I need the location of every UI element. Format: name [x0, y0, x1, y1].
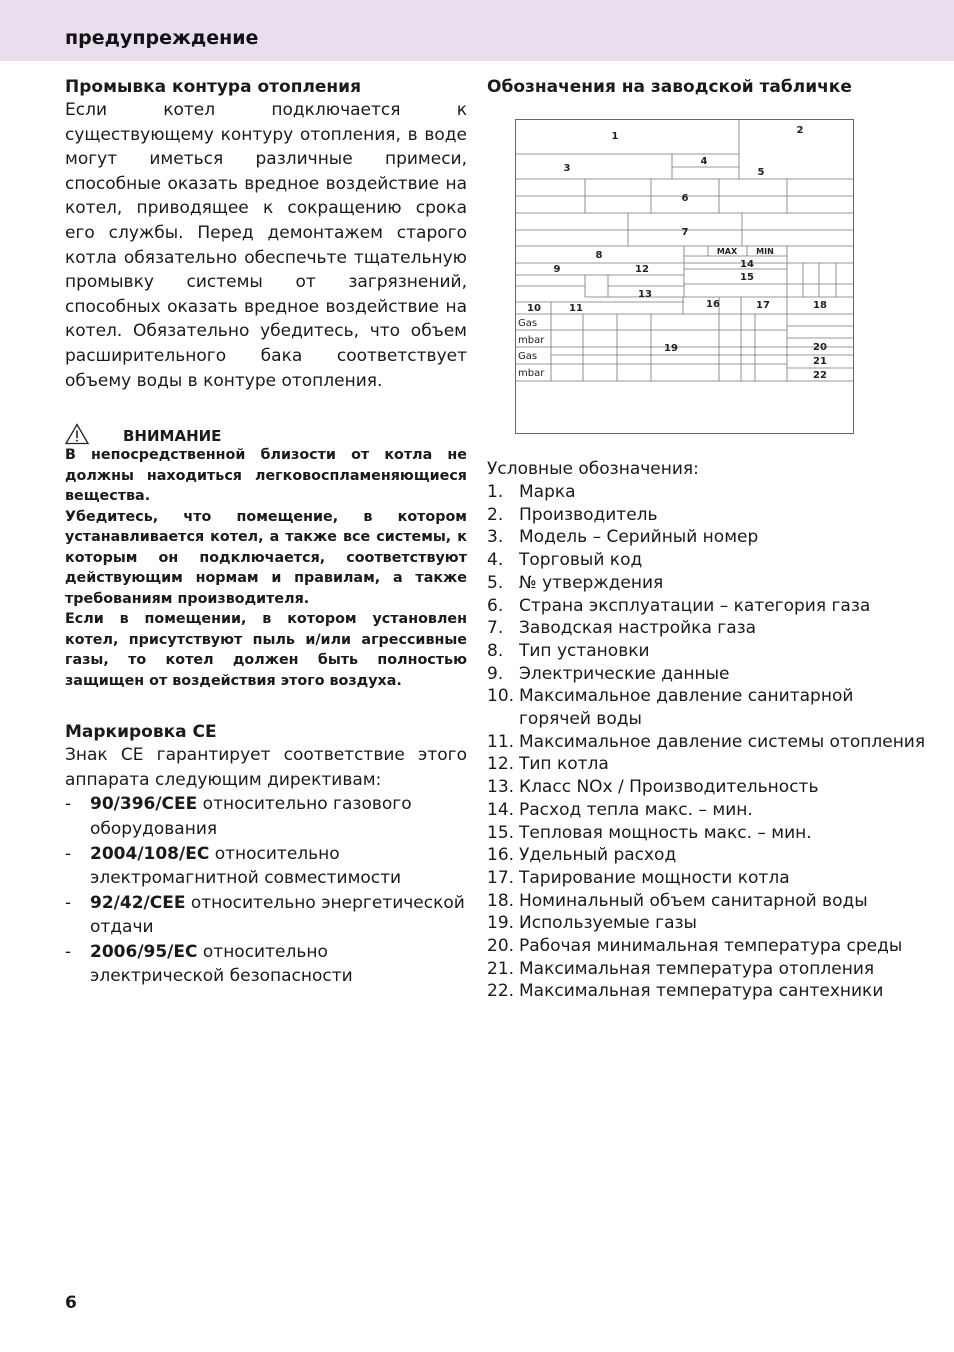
flush-section-title: Промывка контура отопления	[65, 77, 361, 97]
page-number: 6	[65, 1293, 77, 1313]
plate-label-13: 13	[638, 289, 652, 300]
plate-label-8: 8	[595, 250, 603, 261]
warning-triangle-icon	[65, 423, 89, 445]
legend-item: 20. Рабочая минимальная температура среды	[487, 936, 903, 957]
plate-label-4: 4	[700, 156, 708, 167]
legend-item: 10. Максимальное давление санитарной горячей воды	[487, 686, 854, 730]
legend-item: 6. Страна эксплуатации – категория газа	[487, 595, 871, 616]
page-header-title: предупреждение	[65, 27, 259, 49]
legend-item: 7. Заводская настройка газа	[487, 618, 757, 639]
legend-item: 12. Тип котла	[487, 754, 609, 775]
legend-item: 9. Электрические данные	[487, 663, 730, 684]
legend-item: 11. Максимальное давление системы отопления	[487, 731, 926, 752]
legend-title: Условные обозначения:	[487, 459, 699, 479]
plate-label-mbar-2: mbar	[518, 368, 545, 379]
plate-label-5: 5	[757, 167, 765, 178]
directive-list	[65, 792, 467, 989]
legend-item: 19. Используемые газы	[487, 913, 697, 934]
plate-label-18: 18	[813, 300, 827, 311]
plate-label-gas-1: Gas	[518, 318, 538, 329]
plate-label-12: 12	[635, 264, 649, 275]
directive-item: - 2006/95/EC относительно электрической безопасности	[65, 941, 353, 987]
legend-item: 8. Тип установки	[487, 640, 650, 661]
plate-label-min: MIN	[756, 247, 774, 256]
legend-item: 14. Расход тепла макс. – мин.	[487, 799, 753, 820]
legend-item: 4. Торговый код	[487, 550, 643, 571]
plate-label-14: 14	[740, 259, 754, 270]
plate-label-17: 17	[756, 300, 770, 311]
plate-label-22: 22	[813, 370, 827, 381]
directive-item: - 2004/108/EC относительно электромагнитной совместимости	[65, 843, 402, 889]
legend-item: 1. Марка	[487, 482, 576, 502]
legend-item: 5. № утверждения	[487, 572, 664, 593]
ce-section-title: Маркировка CE	[65, 722, 217, 743]
legend-item: 2. Производитель	[487, 504, 658, 525]
plate-label-20: 20	[813, 342, 827, 353]
plate-label-mbar-1: mbar	[518, 335, 545, 346]
legend-item: 21. Максимальная температура отопления	[487, 958, 875, 979]
legend-item: 15. Тепловая мощность макс. – мин.	[487, 822, 812, 843]
warning-title: ВНИМАНИЕ	[123, 427, 222, 446]
plate-label-16: 16	[706, 299, 720, 310]
rating-plate-diagram	[515, 119, 854, 434]
plate-label-7: 7	[681, 227, 689, 238]
plate-label-21: 21	[813, 356, 827, 367]
legend-item: 17. Тарирование мощности котла	[487, 867, 790, 888]
warning-block	[65, 415, 467, 691]
legend-item: 16. Удельный расход	[487, 845, 677, 866]
ce-section-text: Знак CE гарантирует соответствие этого аппарата следующим директивам:	[65, 745, 467, 790]
plate-label-9: 9	[553, 264, 561, 275]
warning-heading	[65, 415, 467, 445]
plate-section-title: Обозначения на заводской табличке	[487, 77, 852, 97]
directive-item: - 90/396/CEE относительно газового оборудования	[65, 794, 412, 839]
plate-label-6: 6	[681, 193, 689, 204]
legend-item: 18. Номинальный объем санитарной воды	[487, 890, 868, 911]
plate-label-2: 2	[796, 125, 804, 136]
plate-label-1: 1	[611, 131, 619, 142]
warning-paragraph-1: В непосредственной близости от котла не должны находиться легковоспламеняющиеся вещества.	[65, 447, 467, 505]
plate-label-max: MAX	[716, 247, 738, 256]
plate-label-10: 10	[527, 303, 541, 314]
legend-item: 13. Класс NOx / Производительность	[487, 777, 819, 798]
plate-label-11: 11	[569, 303, 583, 314]
left-column	[65, 76, 467, 989]
plate-label-gas-2: Gas	[518, 351, 538, 362]
warning-paragraph-2: Убедитесь, что помещение, в котором устанавливается котел, а также все системы, к которым он подключается, соответствуют действующим нормам и правилам, а также требованиям производителя.	[65, 508, 467, 607]
warning-paragraph-3: Если в помещении, в котором установлен котел, присутствуют пыль и/или агрессивные газы, то котел должен быть полностью защищен от воздействия этого воздуха.	[65, 611, 467, 689]
flush-section-text: Если котел подключается к существующему контуру отопления, в воде могут иметься различные примеси, способные оказать вредное воздействие на котел, приводящее к сокращению срока его службы. Перед демонтажем старого котла обязательно обеспечьте тщательную промывку системы от загрязнений, способных оказать вредное воздействие на котел. Обязательно убедитесь, что объем расширительного бака соответствует объему воды в контуре отопления.	[65, 100, 467, 391]
legend-item: 3. Модель – Серийный номер	[487, 527, 759, 548]
plate-legend	[487, 457, 927, 1003]
legend-list	[487, 481, 927, 1003]
legend-item: 22. Максимальная температура сантехники	[487, 981, 884, 1002]
plate-label-15: 15	[740, 272, 754, 283]
plate-label-19: 19	[664, 343, 678, 354]
plate-label-3: 3	[563, 163, 571, 174]
directive-item: - 92/42/CEE относительно энергетической отдачи	[65, 892, 465, 938]
right-column	[487, 76, 907, 98]
